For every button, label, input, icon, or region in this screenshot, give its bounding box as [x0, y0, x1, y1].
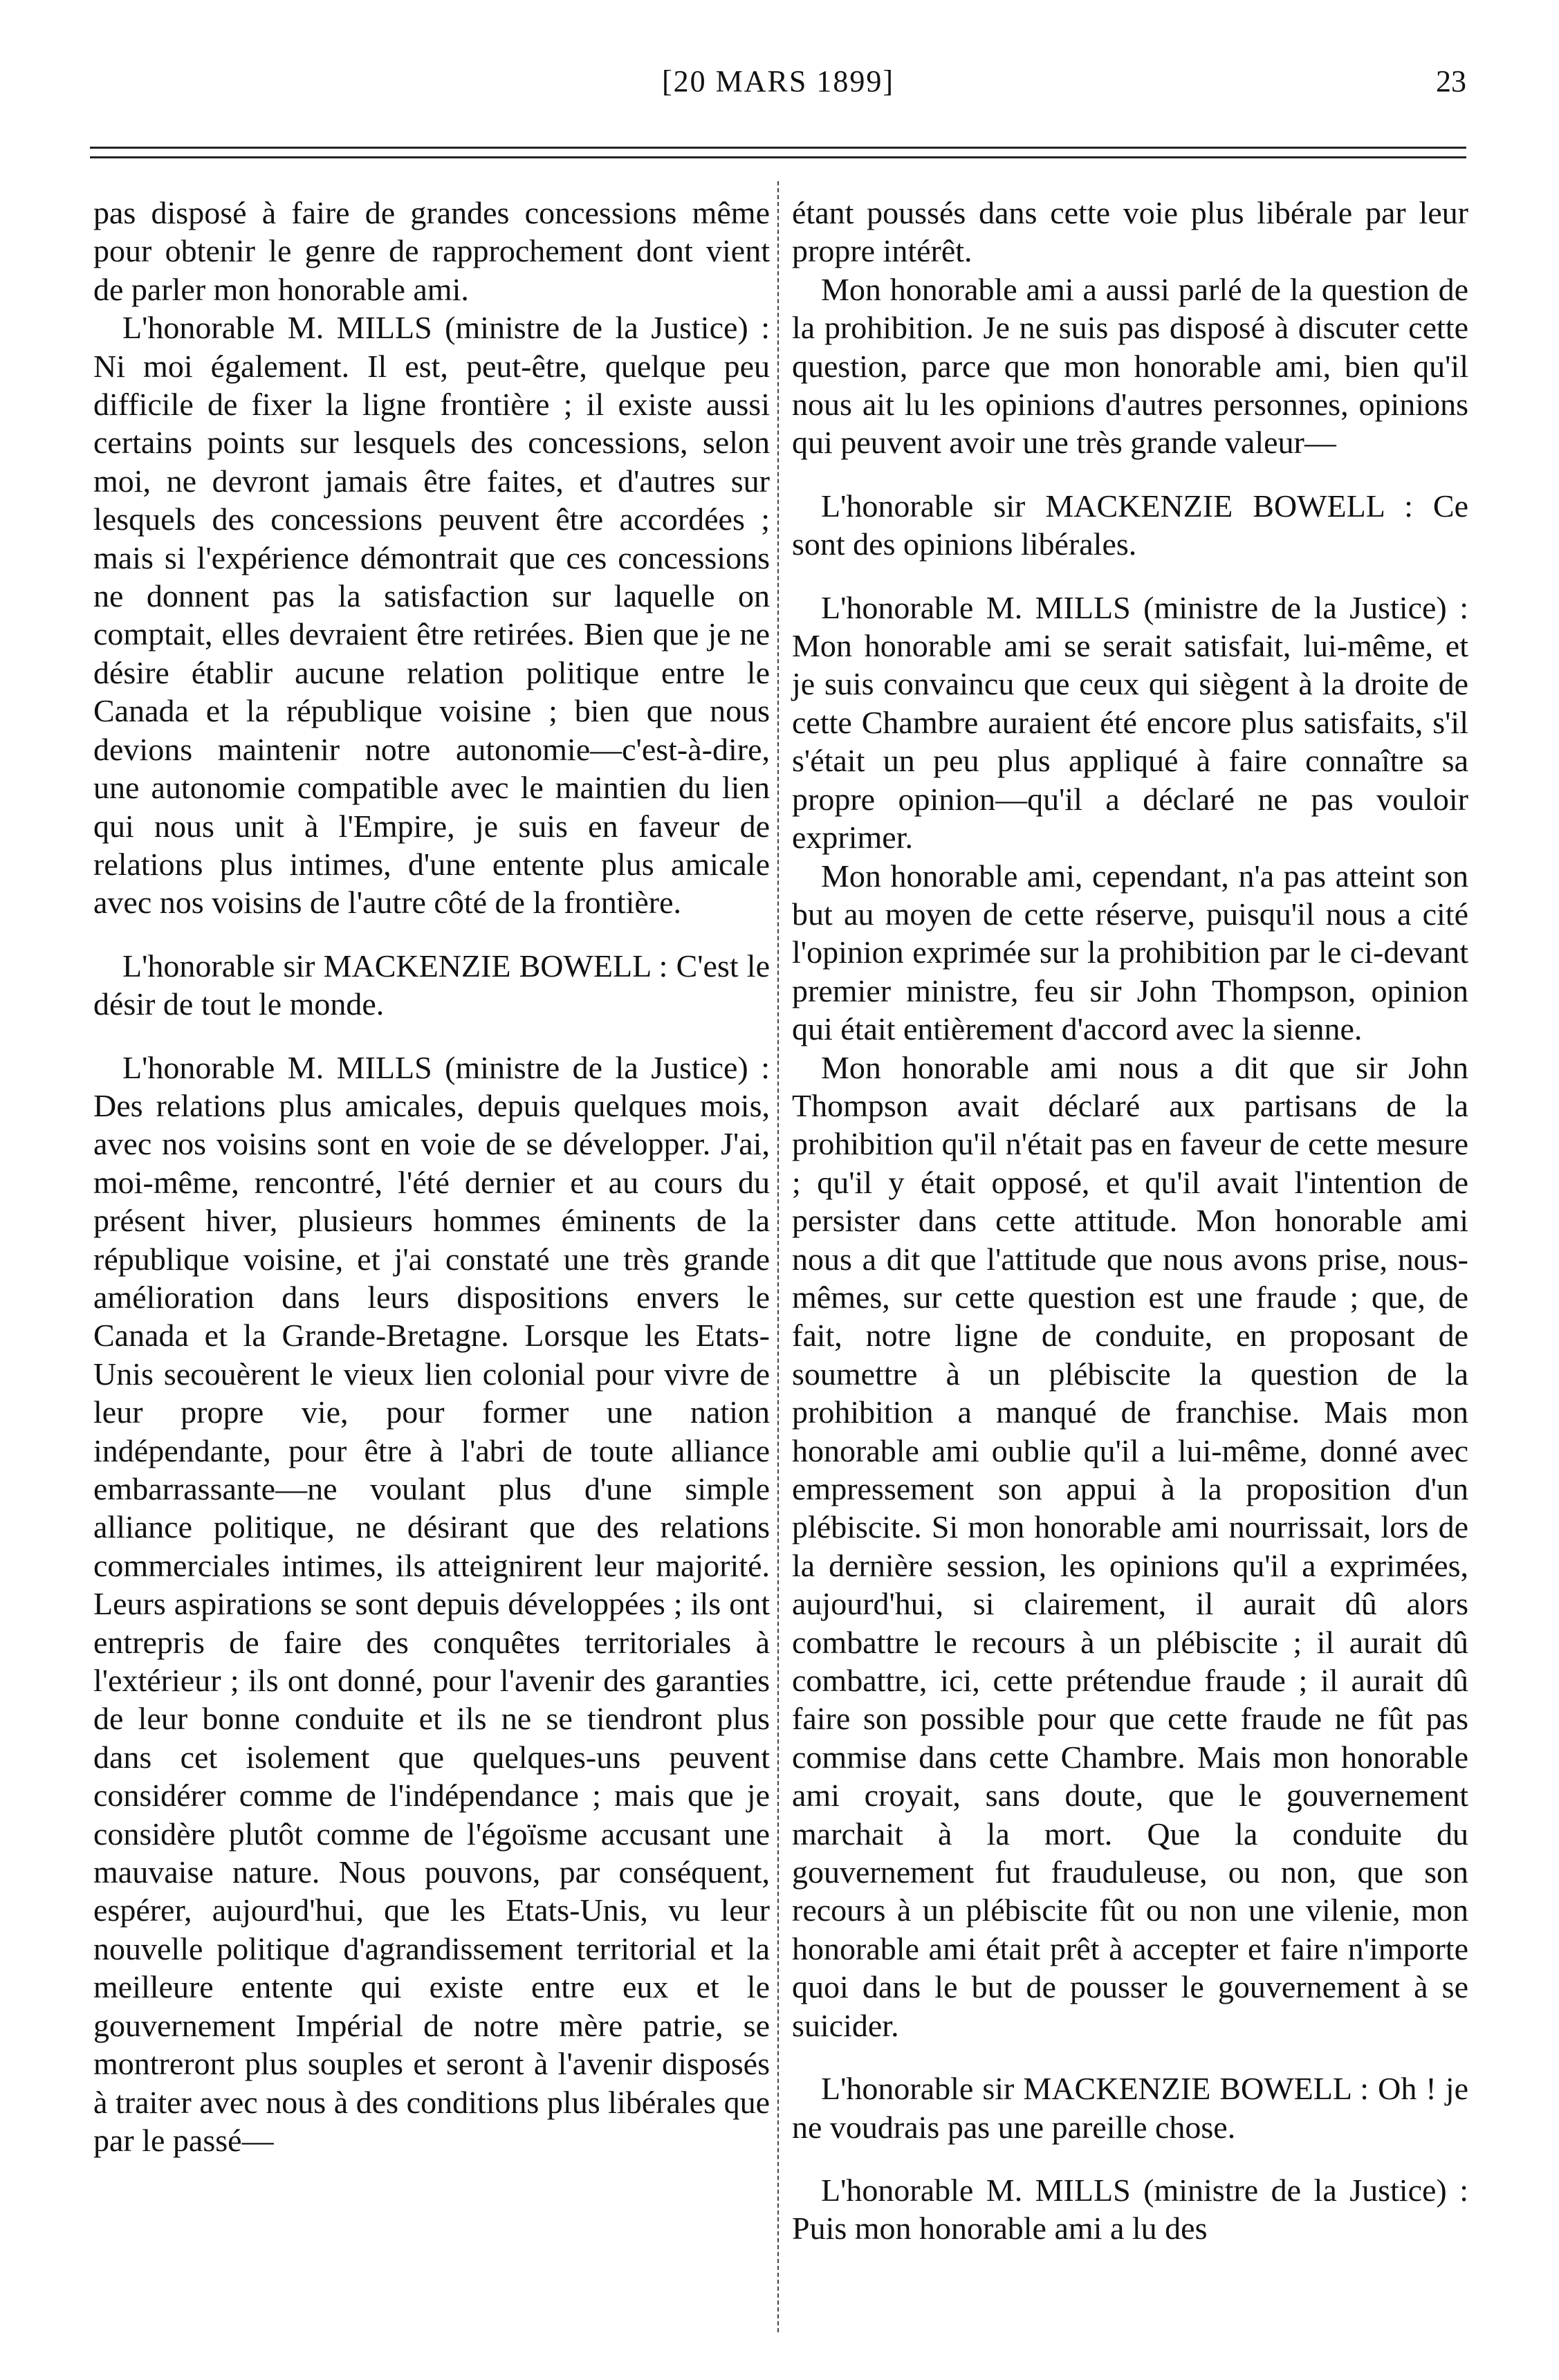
paragraph: Mon honorable ami a aussi parlé de la question de la prohibition. Je ne suis pas disposé à discuter cette question, parce que mon honorable ami, bien qu'il nous ait lu les opinions d'autres personnes, opinions qui peuvent avoir une très grande valeur— — [792, 271, 1468, 461]
header-rule-bottom — [90, 156, 1466, 158]
left-column — [93, 194, 770, 2159]
paragraph: L'honorable sir MACKENZIE BOWELL : Oh ! je ne voudrais pas une pareille chose. — [792, 2071, 1468, 2145]
paragraph: Mon honorable ami nous a dit que sir John Thompson avait déclaré aux partisans de la prohibition qu'il n'était pas en faveur de cette mesure ; qu'il y était opposé, et qu'il avait l'intention de persister dans cette attitude. Mon honorable ami nous a dit que l'attitude que nous avons prise, nous-mêmes, sur cette question est une fraude ; que, de fait, notre ligne de conduite, en proposant de soumettre à un plébiscite la question de la prohibition a manqué de franchise. Mais mon honorable ami oublie qu'il a lui-même, donné avec empressement son appui à la proposition d'un plébiscite. Si mon honorable ami nourrissait, lors de la dernière session, les opinions qu'il a exprimées, aujourd'hui, si clairement, il aurait dû alors combattre le recours à un plébiscite ; il aurait dû combattre, ici, cette prétendue fraude ; il aurait dû faire son possible pour que cette fraude ne fût pas commise dans cette Chambre. Mais mon honorable ami croyait, sans doute, que le gouvernement marchait à la mort. Que la conduite du gouvernement fut frauduleuse, ou non, que son recours à un plébiscite fût ou non une vilenie, mon honorable ami était prêt à accepter et faire n'importe quoi dans le but de pousser le gouvernement à se suicider. — [792, 1049, 1468, 2043]
page-number: 23 — [1436, 64, 1466, 98]
paragraph: étant poussés dans cette voie plus libérale par leur propre intérêt. — [792, 195, 1468, 269]
right-column — [792, 194, 1468, 2248]
header-rule-top — [90, 147, 1466, 149]
page-header — [90, 64, 1466, 112]
paragraph: L'honorable M. MILLS (ministre de la Justice) : Ni moi également. Il est, peut-être, quelque peu difficile de fixer la ligne frontière ; il existe aussi certains points sur lesquels des concessions, selon moi, ne devront jamais être faites, et d'autres sur lesquels des concessions peuvent être accordées ; mais si l'expérience démontrait que ces concessions ne donnent pas la satisfaction sur laquelle on comptait, elles devraient être retirées. Bien que je ne désire établir aucune relation politique entre le Canada et la république voisine ; bien que nous devions maintenir notre autonomie—c'est-à-dire, une autonomie compatible avec le maintien du lien qui nous unit à l'Empire, je suis en faveur de relations plus intimes, d'une entente plus amicale avec nos voisins de l'autre côté de la frontière. — [93, 310, 770, 921]
paragraph: L'honorable sir MACKENZIE BOWELL : C'est le désir de tout le monde. — [93, 948, 770, 1022]
paragraph: pas disposé à faire de grandes concessions même pour obtenir le genre de rapprochement dont vient de parler mon honorable ami. — [93, 195, 770, 307]
paragraph: Mon honorable ami, cependant, n'a pas atteint son but au moyen de cette réserve, puisqu'il nous a cité l'opinion exprimée sur la prohibition par le ci-devant premier ministre, feu sir John Thompson, opinion qui était entièrement d'accord avec la sienne. — [792, 858, 1468, 1047]
column-divider — [777, 181, 779, 2332]
header-date: [20 MARS 1899] — [661, 64, 895, 98]
paragraph: L'honorable M. MILLS (ministre de la Justice) : Puis mon honorable ami a lu des — [792, 2172, 1468, 2247]
paragraph: L'honorable sir MACKENZIE BOWELL : Ce sont des opinions libérales. — [792, 488, 1468, 562]
paragraph: L'honorable M. MILLS (ministre de la Justice) : Mon honorable ami se serait satisfait, lui-même, et je suis convaincu que ceux qui siègent à la droite de cette Chambre auraient été encore plus satisfaits, s'il s'était un peu plus appliqué à faire connaître sa propre opinion—qu'il a déclaré ne pas vouloir exprimer. — [792, 589, 1468, 856]
paragraph: L'honorable M. MILLS (ministre de la Justice) : Des relations plus amicales, depuis quelques mois, avec nos voisins sont en voie de se développer. J'ai, moi-même, rencontré, l'été dernier et au cours du présent hiver, plusieurs hommes éminents de la république voisine, et j'ai constaté une très grande amélioration dans leurs dispositions envers le Canada et la Grande-Bretagne. Lorsque les Etats-Unis secouèrent le vieux lien colonial pour vivre de leur propre vie, pour former une nation indépendante, pour être à l'abri de toute alliance embarrassante—ne voulant plus d'une simple alliance politique, ne désirant que des relations commerciales intimes, ils atteignirent leur majorité. Leurs aspirations se sont depuis développées ; ils ont entrepris de faire des conquêtes territoriales à l'extérieur ; ils ont donné, pour l'avenir des garanties de leur bonne conduite et ils ne se tiendront plus dans cet isolement que quelques-uns peuvent considérer comme de l'indépendance ; mais que je considère plutôt comme de l'égoïsme accusant une mauvaise nature. Nous pouvons, par conséquent, espérer, aujourd'hui, que les Etats-Unis, vu leur nouvelle politique d'agrandissement territorial et la meilleure entente qui existe entre eux et le gouvernement Impérial de notre mère patrie, se montreront plus souples et seront à l'avenir disposés à traiter avec nous à des conditions plus libérales que par le passé— — [93, 1049, 770, 2158]
